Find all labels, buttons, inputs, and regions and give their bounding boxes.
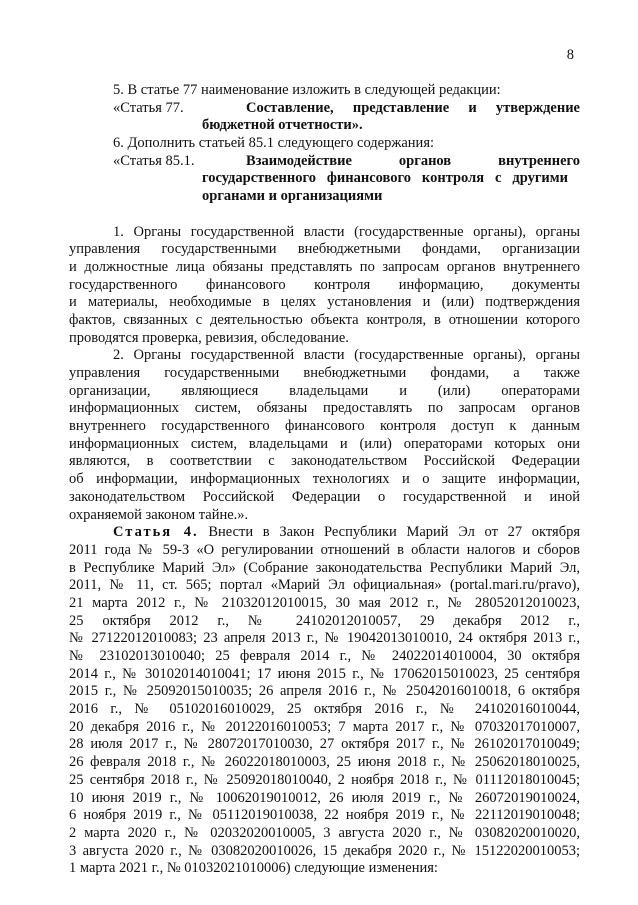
- para2-line: являются, в соответствии с законодательством Российской Федерации: [69, 453, 580, 470]
- article4-first-line-text: Внести в Закон Республики Марий Эл от 27 октября: [208, 524, 580, 541]
- para2-line: охраняемой законом тайне.».: [69, 506, 249, 523]
- para2-line: внутреннего государственного финансового контроля доступ к данным: [69, 418, 580, 435]
- article4-line: 6 ноября 2019 г., № 05112019010038, 22 ноября 2019 г., № 22112019010048;: [69, 807, 580, 824]
- article4-line: 28 июля 2017 г., № 28072017010030, 27 октября 2017 г., № 26102017010049;: [69, 736, 580, 753]
- spacer: [69, 206, 580, 224]
- paragraph-2: [69, 347, 580, 524]
- article4-line: 20 декабря 2016 г., № 20122016010053; 7 марта 2017 г., № 07032017010007,: [69, 718, 580, 735]
- para1-line: и должностные лица обязаны представлять по запросам органов внутреннего: [69, 258, 580, 275]
- para1-line: государственного финансового контроля информацию, документы: [69, 276, 580, 293]
- article4-line: 2015 г., № 25092015010035; 26 апреля 2016 г., № 25042016010018, 6 октября: [69, 683, 580, 700]
- item6-heading-row: [69, 153, 580, 171]
- para2-line: организации, являющиеся владельцами и (или) операторами: [69, 382, 580, 399]
- paragraph-1: [69, 224, 580, 348]
- article4-first-line: [69, 524, 580, 542]
- item6-intro: 6. Дополнить статьей 85.1 следующего содержания:: [113, 135, 435, 152]
- item6-heading-line1: Взаимодействие органов внутреннего: [246, 152, 580, 169]
- item6-lead: «Статья 85.1.: [113, 152, 195, 169]
- article4-line: 2011 года № 59-З «О регулировании отношений в области налогов и сборов: [69, 541, 580, 558]
- article4-label: Статья 4.: [113, 524, 199, 541]
- article4-line: 21 марта 2012 г., № 21032012010015, 30 мая 2012 г., № 28052012010023,: [69, 594, 580, 611]
- article4-line: в Республике Марий Эл» (Собрание законодательства Республики Марий Эл,: [69, 559, 580, 576]
- page-number: 8: [566, 47, 574, 63]
- para1-line: фактов, связанных с деятельностью объекта контроля, в отношении которого: [69, 311, 580, 328]
- para1-line: управления государственными внебюджетными фондами, организации: [69, 241, 580, 258]
- item6-heading-line3: органами и организациями: [202, 188, 383, 205]
- para2-line: информационных систем, владельцами и (или) операторами которых они: [69, 435, 580, 452]
- para2-line: управления государственными внебюджетными фондами, а также: [69, 365, 580, 381]
- article4-line: 3 августа 2020 г., № 03082020010026, 15 декабря 2020 г., № 15122020010053;: [69, 842, 580, 859]
- article4-line: 25 октября 2012 г., № 24102012010057, 29 декабря 2012 г.,: [69, 612, 580, 629]
- item5-heading-line2: бюджетной отчетности».: [202, 117, 363, 134]
- item5-heading-row: [69, 100, 580, 118]
- article4-line: 26 февраля 2018 г., № 26022018010003, 25 июня 2018 г., № 25062018010025,: [69, 754, 580, 771]
- para1-line: 1. Органы государственной власти (государственные органы), органы: [113, 223, 580, 240]
- document-body: [69, 82, 580, 878]
- article4-line: 2011, № 11, ст. 565; портал «Марий Эл официальная» (portal.mari.ru/pravo),: [69, 577, 580, 594]
- article4-line: № 23102013010040; 25 февраля 2014 г., № 24022014010004, 30 октября: [69, 648, 580, 664]
- article4-line: 2016 г., № 05102016010029, 25 октября 2016 г., № 24102016010044,: [69, 701, 580, 718]
- para1-line: и материалы, необходимые в целях установления и (или) подтверждения: [69, 294, 580, 311]
- article4-line: 2014 г., № 30102014010041; 17 июня 2015 г., № 17062015010023, 25 сентября: [69, 665, 580, 682]
- para2-line: информационных систем, обязаны предоставлять по запросам органов: [69, 400, 580, 417]
- item5-intro: 5. В статье 77 наименование изложить в следующей редакции:: [113, 82, 501, 98]
- para2-line: 2. Органы государственной власти (государственные органы), органы: [113, 347, 580, 364]
- article4-line: 10 июня 2019 г., № 10062019010012, 26 июля 2019 г., № 26072019010024,: [69, 789, 580, 806]
- article4-last-line: 1 марта 2021 г., № 01032021010006) следующие изменения:: [69, 860, 438, 877]
- article4-line: 25 сентября 2018 г., № 25092018010040, 2 ноября 2018 г., № 01112018010045;: [69, 771, 580, 788]
- item5-lead: «Статья 77.: [113, 99, 184, 116]
- para1-line: проводятся проверка, ревизия, обследование.: [69, 329, 349, 346]
- article-4: [69, 524, 580, 878]
- para2-line: об информации, информационных технологиях и о защите информации,: [69, 471, 580, 488]
- article4-line: № 27122012010083; 23 апреля 2013 г., № 19042013010010, 24 октября 2013 г.,: [69, 630, 580, 647]
- item5-heading-line1: Составление, представление и утверждение: [246, 99, 580, 116]
- article4-line: 2 марта 2020 г., № 02032020010005, 3 августа 2020 г., № 03082020010020,: [69, 824, 580, 841]
- item6-heading-line2: государственного финансового контроля с другими: [202, 170, 568, 187]
- para2-line: законодательством Российской Федерации о государственной и иной: [69, 488, 580, 505]
